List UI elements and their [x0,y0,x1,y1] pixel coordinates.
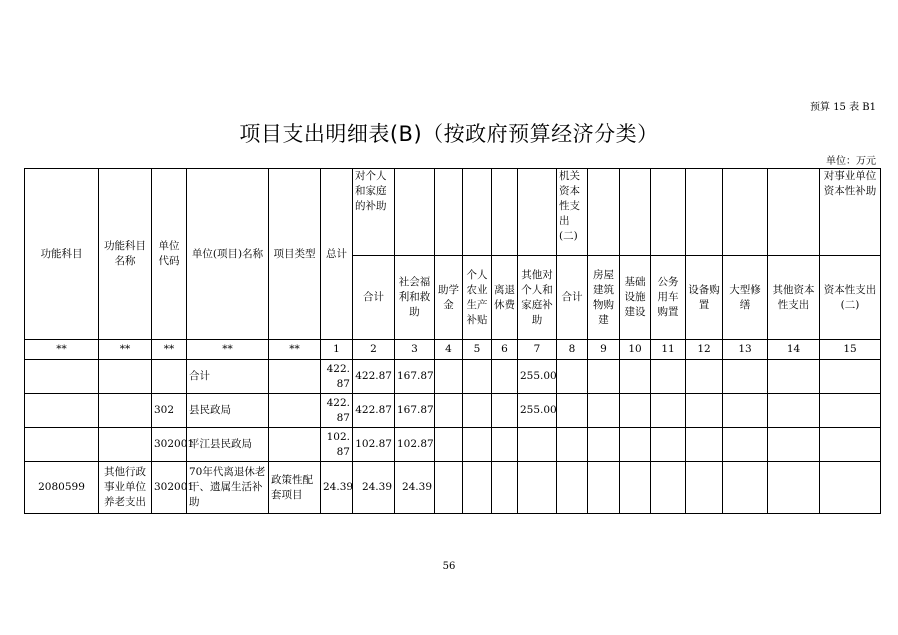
header-sub-col: 房屋建筑物购建 [588,256,620,340]
cell-func-name [99,360,152,394]
cell-name: 合计 [187,360,269,394]
header-sub-col: 公务用车购置 [651,256,686,340]
header-capital-group: 机关资本性支出(二) [557,169,588,256]
index-cell: 7 [518,340,557,360]
header-empty [395,169,435,256]
header-sub-col: 合计 [353,256,395,340]
index-cell: 13 [723,340,768,360]
header-empty [518,169,557,256]
table-row [25,462,881,514]
cell-type [269,428,321,462]
cell-type: 政策性配套项目 [269,462,321,514]
cell-func [25,394,99,428]
cell-type [269,394,321,428]
cell-personal-total: 422.87 [353,394,395,428]
header-empty [723,169,768,256]
index-cell: 10 [620,340,651,360]
cell-personal-total: 102.87 [353,428,395,462]
header-empty [620,169,651,256]
header-sub-col: 离退休费 [492,256,518,340]
index-cell: 3 [395,340,435,360]
index-cell: 15 [820,340,881,360]
cell-personal-total: 24.39 [353,462,395,514]
cell-welfare: 24.39 [395,462,435,514]
cell-welfare: 167.87 [395,360,435,394]
cell-total: 24.39 [321,462,353,514]
header-sub-col: 大型修缮 [723,256,768,340]
page-title: 项目支出明细表(B)（按政府预算经济分类） [239,122,659,146]
header-func-subject-name: 功能科目名称 [99,169,152,340]
cell-func-name [99,394,152,428]
table-row [25,360,881,394]
cell-other-personal [518,462,557,514]
header-total: 总计 [321,169,353,340]
cell-other-personal [518,428,557,462]
cell-welfare: 102.87 [395,428,435,462]
header-empty [651,169,686,256]
cell-code: 302 [152,394,187,428]
header-unit-name: 单位(项目)名称 [187,169,269,340]
cell-total: 422.87 [321,360,353,394]
header-sub-col: 社会福利和救助 [395,256,435,340]
index-cell: 14 [768,340,820,360]
table-row [25,428,881,462]
index-cell: ** [152,340,187,360]
header-empty [588,169,620,256]
header-func-subject: 功能科目 [25,169,99,340]
header-sub-col: 个人农业生产补贴 [463,256,492,340]
header-sub-col: 助学金 [435,256,463,340]
index-row [25,340,881,360]
index-cell: 6 [492,340,518,360]
cell-func-name: 其他行政事业单位养老支出 [99,462,152,514]
index-cell: 12 [686,340,723,360]
header-empty [463,169,492,256]
header-sub-col: 设备购置 [686,256,723,340]
page-number: 56 [442,561,456,572]
cell-welfare: 167.87 [395,394,435,428]
index-cell: 5 [463,340,492,360]
header-sub-col: 资本性支出(二) [820,256,881,340]
index-cell: 11 [651,340,686,360]
header-empty [435,169,463,256]
header-empty [492,169,518,256]
index-cell: 4 [435,340,463,360]
index-cell: 2 [353,340,395,360]
cell-type [269,360,321,394]
cell-code: 302001 [152,462,187,514]
cell-func [25,360,99,394]
cell-other-personal: 255.00 [518,394,557,428]
cell-func: 2080599 [25,462,99,514]
header-sub-col: 基础设施建设 [620,256,651,340]
cell-total: 102.87 [321,428,353,462]
cell-other-personal: 255.00 [518,360,557,394]
header-sub-col: 其他资本性支出 [768,256,820,340]
index-cell: ** [187,340,269,360]
budget-table [24,168,881,514]
header-sub-col: 其他对个人和家庭补助 [518,256,557,340]
index-cell: 1 [321,340,353,360]
header-personal-group: 对个人和家庭的补助 [353,169,395,256]
cell-code [152,360,187,394]
cell-name: 县民政局 [187,394,269,428]
unit-label: 单位：万元 [826,156,876,167]
cell-name: 70年代离退休老干、遗属生活补助 [187,462,269,514]
header-empty [768,169,820,256]
index-cell: 9 [588,340,620,360]
cell-func [25,428,99,462]
index-cell: ** [99,340,152,360]
index-cell: ** [25,340,99,360]
header-sub-col: 合计 [557,256,588,340]
header-empty [686,169,723,256]
cell-name: 平江县民政局 [187,428,269,462]
cell-func-name [99,428,152,462]
header-unit-code: 单位代码 [152,169,187,340]
header-enterprise-group: 对事业单位资本性补助 [820,169,881,256]
table-row [25,394,881,428]
index-cell: 8 [557,340,588,360]
header-project-type: 项目类型 [269,169,321,340]
cell-code: 302001 [152,428,187,462]
cell-personal-total: 422.87 [353,360,395,394]
table-code: 预算 15 表 B1 [810,102,876,113]
cell-total: 422.87 [321,394,353,428]
index-cell: ** [269,340,321,360]
